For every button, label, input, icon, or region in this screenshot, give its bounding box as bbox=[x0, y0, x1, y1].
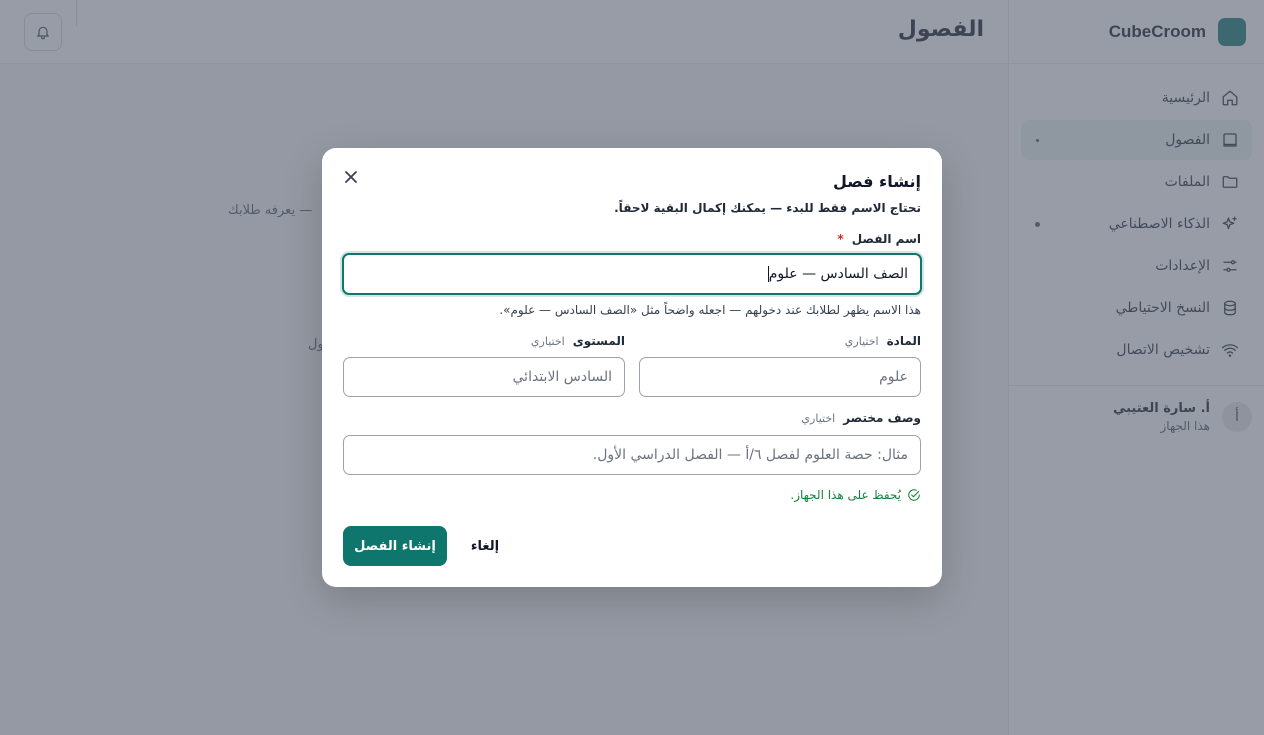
subject-placeholder: علوم bbox=[879, 369, 908, 385]
field-label: المادة bbox=[886, 334, 921, 348]
saved-notice-text: يُحفظ على هذا الجهاز. bbox=[790, 488, 901, 502]
cancel-button[interactable]: إلغاء bbox=[460, 526, 510, 566]
dialog-subtitle: تحتاج الاسم فقط للبدء — يمكنك إكمال البقية لاحقاً. bbox=[614, 201, 921, 215]
description-input[interactable] bbox=[343, 435, 921, 475]
class-name-hint: هذا الاسم يظهر لطلابك عند دخولهم — اجعله واضحاً مثل «الصف السادس — علوم». bbox=[499, 303, 921, 317]
class-name-input[interactable] bbox=[342, 253, 922, 295]
create-class-button[interactable]: إنشاء الفصل bbox=[343, 526, 447, 566]
create-class-dialog bbox=[322, 148, 942, 587]
level-placeholder: السادس الابتدائي bbox=[512, 369, 612, 385]
saved-notice bbox=[790, 488, 921, 502]
field-label: وصف مختصر bbox=[843, 411, 921, 425]
subject-label bbox=[845, 334, 921, 348]
check-circle-icon bbox=[907, 488, 921, 502]
optional-tag: اختياري bbox=[530, 335, 565, 348]
text-caret bbox=[768, 266, 769, 282]
level-input[interactable] bbox=[343, 357, 625, 397]
class-name-value: الصف السادس — علوم bbox=[768, 266, 908, 282]
required-mark: * bbox=[837, 232, 844, 246]
subject-input[interactable] bbox=[639, 357, 921, 397]
field-label: اسم الفصل bbox=[851, 232, 921, 246]
description-label bbox=[801, 411, 921, 425]
close-button[interactable] bbox=[342, 168, 360, 186]
close-icon bbox=[344, 170, 358, 184]
field-label: المستوى bbox=[572, 334, 625, 348]
description-placeholder: مثال: حصة العلوم لفصل ٦/أ — الفصل الدراسي الأول. bbox=[592, 447, 908, 463]
level-label bbox=[531, 334, 625, 348]
class-name-label bbox=[837, 232, 921, 246]
optional-tag: اختياري bbox=[801, 412, 836, 425]
optional-tag: اختياري bbox=[844, 335, 879, 348]
dialog-title: إنشاء فصل bbox=[832, 172, 921, 191]
